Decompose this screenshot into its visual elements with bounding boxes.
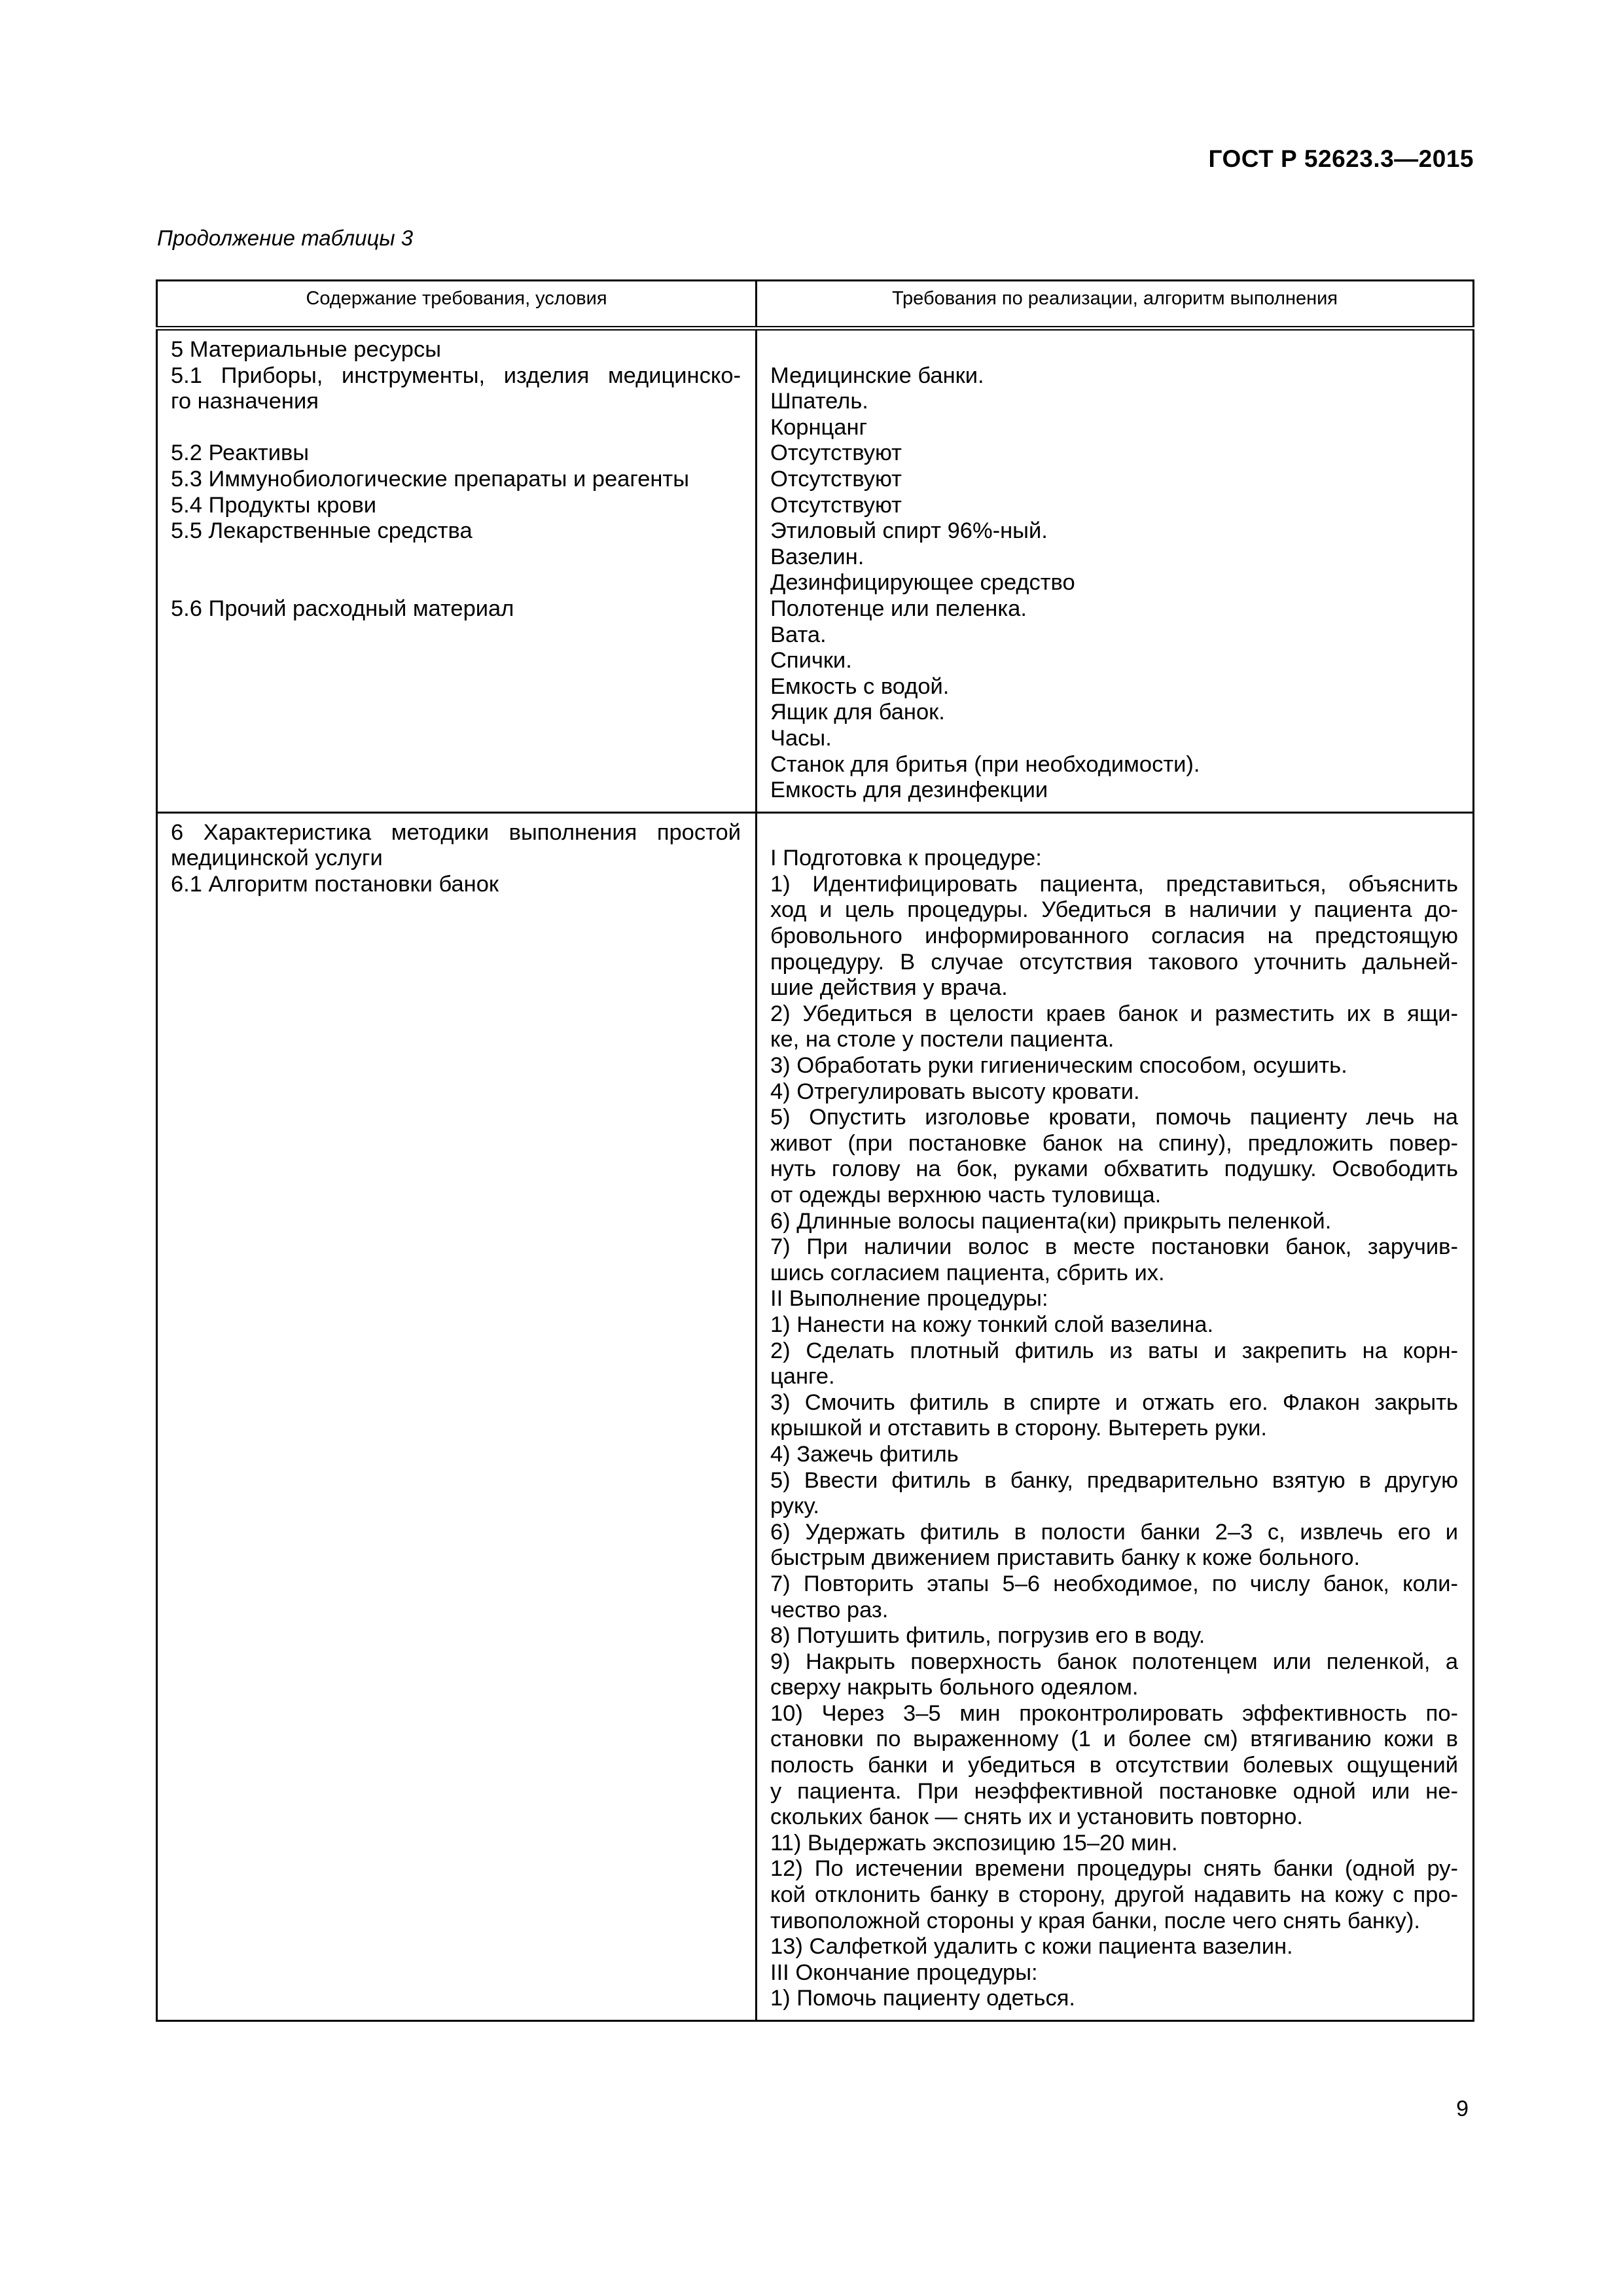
material-item: Емкость для дезинфекции [770, 778, 1048, 803]
algorithm-step-line: 5) Опустить изголовье кровати, помочь пациенту лечь на [770, 1105, 1458, 1130]
section5-item: 5.2 Реактивы [171, 440, 310, 466]
material-item: Вата. [770, 622, 827, 647]
material-item: Часы. [770, 725, 832, 751]
algorithm-step-line: 7) Повторить этапы 5–6 необходимое, по числу банок, коли- [770, 1571, 1458, 1596]
section5-item: 5.4 Продукты крови [171, 492, 377, 518]
algorithm-step-line: руку. [770, 1494, 819, 1519]
algorithm-step-line: 7) При наличии волос в месте постановки банок, заручив- [770, 1234, 1458, 1260]
column-header-requirement: Содержание требования, условия [157, 281, 757, 329]
page-number: 9 [1456, 2096, 1469, 2121]
algorithm-stage-heading: II Выполнение процедуры: [770, 1286, 1048, 1312]
algorithm-step-line: от одежды верхнюю часть туловища. [770, 1183, 1162, 1208]
material-item: Медицинские банки. [770, 363, 984, 388]
algorithm-step-line: шие действия у врача. [770, 975, 1008, 1001]
algorithm-stage-heading: III Окончание процедуры: [770, 1960, 1038, 1985]
material-item: Вазелин. [770, 544, 865, 569]
material-item: Станок для бритья (при необходимости). [770, 751, 1200, 777]
algorithm-step-line: становки по выраженному (1 и более см) втягиванию кожи в [770, 1727, 1458, 1752]
material-item: Отсутствуют [770, 492, 902, 518]
material-item: Полотенце или пеленка. [770, 596, 1027, 621]
material-item: Отсутствуют [770, 440, 902, 466]
algorithm-step-line: 4) Зажечь фитиль [770, 1441, 959, 1467]
algorithm-step-line: 1) Нанести на кожу тонкий слой вазелина. [770, 1312, 1214, 1337]
algorithm-step-line: 5) Ввести фитиль в банку, предварительно взятую в другую [770, 1467, 1458, 1493]
algorithm-step-line: скольких банок — снять их и установить повторно. [770, 1804, 1303, 1830]
algorithm-step-line: быстрым движением приставить банку к коже больного. [770, 1545, 1361, 1571]
material-item: Этиловый спирт 96%-ный. [770, 518, 1048, 544]
material-item: Спички. [770, 648, 852, 673]
algorithm-step-line: кой отклонить банку в сторону, другой надавить на кожу с про- [770, 1882, 1458, 1908]
table-header-row [157, 281, 1474, 329]
algorithm-step-line: тивоположной стороны у края банки, после чего снять банку). [770, 1908, 1420, 1933]
algorithm-step-line: 6) Длинные волосы пациента(ки) прикрыть пеленкой. [770, 1208, 1332, 1234]
algorithm-step-line: процедуру. В случае отсутствия такового уточнить дальней- [770, 949, 1458, 975]
algorithm-step-line: 10) Через 3–5 мин проконтролировать эффективность по- [770, 1700, 1458, 1726]
section5-item: 5.5 Лекарственные средства [171, 518, 473, 544]
table-caption: Продолжение таблицы 3 [157, 226, 414, 250]
section5-title: 5 Материальные ресурсы [171, 337, 442, 362]
algorithm-step-line: шись согласием пациента, сбрить их. [770, 1260, 1165, 1285]
algorithm-step-line: 11) Выдержать экспозицию 15–20 мин. [770, 1830, 1178, 1856]
algorithm-stage-heading: I Подготовка к процедуре: [770, 846, 1042, 871]
material-item: Емкость с водой. [770, 673, 950, 699]
algorithm-step-line: у пациента. При неэффективной постановке одной или не- [770, 1778, 1458, 1804]
algorithm-step-line: полость банки и убедиться в отсутствии болевых ощущений [770, 1753, 1458, 1778]
algorithm-step-line: 1) Идентифицировать пациента, представиться, объяснить [770, 871, 1458, 897]
algorithm-step-line: бровольного информированного согласия на предстоящую [770, 924, 1458, 949]
algorithm-step-line: 6) Удержать фитиль в полости банки 2–3 с, извлечь его и [770, 1519, 1458, 1545]
algorithm-step-line: сверху накрыть больного одеялом. [770, 1675, 1139, 1700]
table-row-materials [157, 329, 1474, 813]
algorithm-step-line: 1) Помочь пациенту одеться. [770, 1986, 1075, 2011]
algorithm-step-line: цанге. [770, 1364, 835, 1390]
section6-title: медицинской услуги [171, 846, 383, 871]
section5-item: 5.6 Прочий расходный материал [171, 596, 514, 621]
algorithm-step-line: ход и цель процедуры. Убедиться в наличии у пациента до- [770, 897, 1458, 923]
material-item: Шпатель. [770, 389, 868, 414]
algorithm-step-line: 13) Салфеткой удалить с кожи пациента вазелин. [770, 1934, 1293, 1960]
section6-implementation-cell [757, 812, 1474, 2020]
algorithm-step-line: нуть голову на бок, руками обхватить подушку. Освободить [770, 1157, 1458, 1182]
algorithm-step-line: 3) Обработать руки гигиеническим способом, осушить. [770, 1053, 1347, 1079]
material-item: Отсутствуют [770, 466, 902, 492]
section6-item: 6.1 Алгоритм постановки банок [171, 871, 499, 897]
algorithm-step-line: 8) Потушить фитиль, погрузив его в воду. [770, 1623, 1205, 1649]
section5-item: 5.1 Приборы, инструменты, изделия медицинско- [171, 363, 741, 388]
algorithm-step-line: крышкой и отставить в сторону. Вытереть руки. [770, 1416, 1267, 1441]
algorithm-step-line: 9) Накрыть поверхность банок полотенцем или пеленкой, а [770, 1649, 1458, 1674]
table-row-methodology [157, 812, 1474, 2020]
algorithm-step-line: живот (при постановке банок на спину), предложить повер- [770, 1130, 1458, 1156]
algorithm-step-line: 12) По истечении времени процедуры снять банки (одной ру- [770, 1856, 1458, 1882]
section6-requirement-cell [157, 812, 757, 2020]
section5-requirement-cell [157, 329, 757, 813]
material-item: Дезинфицирующее средство [770, 570, 1075, 596]
algorithm-step-line: 4) Отрегулировать высоту кровати. [770, 1079, 1140, 1104]
algorithm-step-line: ке, на столе у постели пациента. [770, 1027, 1115, 1052]
section5-item: го назначения [171, 389, 319, 414]
material-item: Ящик для банок. [770, 700, 945, 725]
column-header-implementation: Требования по реализации, алгоритм выполнения [757, 281, 1474, 329]
algorithm-step-line: 2) Сделать плотный фитиль из ваты и закрепить на корн- [770, 1338, 1458, 1363]
algorithm-step-line: чество раз. [770, 1597, 889, 1623]
section5-item: 5.3 Иммунобиологические препараты и реагенты [171, 466, 690, 492]
requirements-table [156, 279, 1474, 2022]
algorithm-steps [770, 820, 1458, 2012]
algorithm-step-line: 3) Смочить фитиль в спирте и отжать его. Флакон закрыть [770, 1390, 1458, 1415]
section5-implementation-cell [757, 329, 1474, 813]
algorithm-step-line: 2) Убедиться в целости краев банок и разместить их в ящи- [770, 1001, 1458, 1026]
material-item: Корнцанг [770, 414, 868, 440]
document-code: ГОСТ Р 52623.3—2015 [1208, 145, 1474, 172]
section6-title: 6 Характеристика методики выполнения простой [171, 819, 741, 845]
